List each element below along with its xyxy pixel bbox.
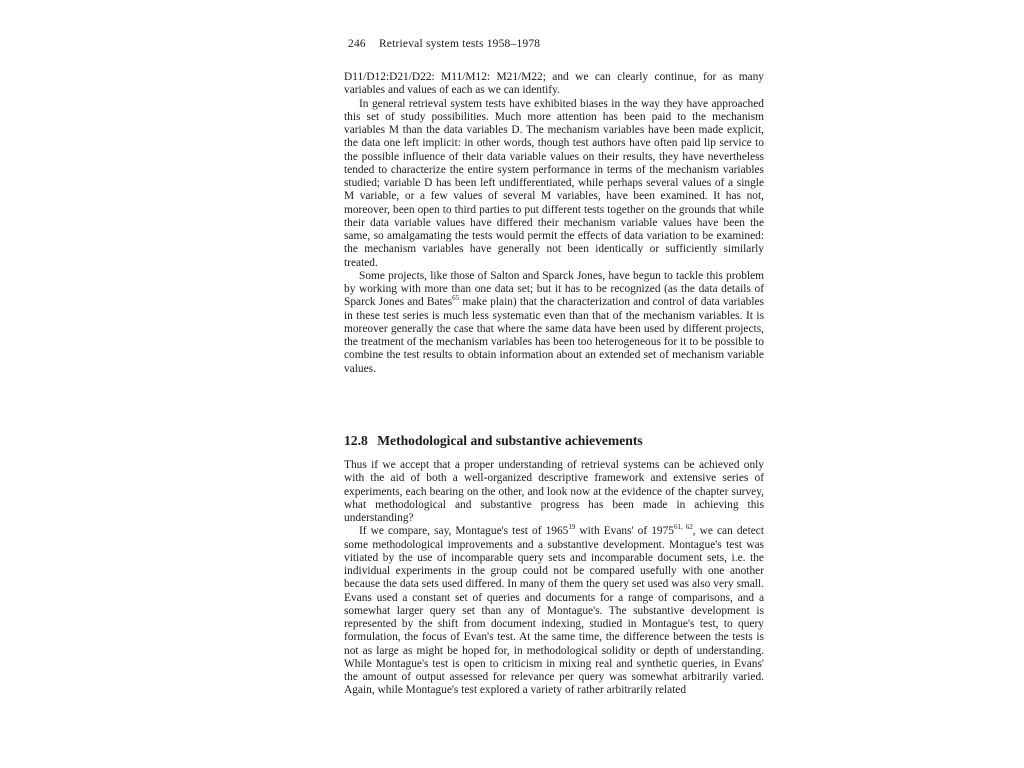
paragraph-text: with Evans' of 1975 xyxy=(575,525,674,538)
citation-superscript: 19 xyxy=(568,523,576,532)
paragraph: In general retrieval system tests have exhibited biases in the way they have approached this set of study possibilities. Much more attention has been paid to the mechanism variables M than the data variables D. The mechanism variables have been made explicit, the data one left implicit: in other words, though test authors have often paid lip service to the possible influence of their data variable values on their results, they have nevertheless tended to characterize the entire system performance in terms of the mechanism variables studied; variable D has been left undifferentiated, while perhaps several values of a single M variable, or a few values of several M variables, have been examined. It has not, moreover, been open to third parties to put different tests together on the grounds that while their data variable values have differed their mechanism variable values have been the same, so amalgamating the tests would permit the effects of data variation to be examined: the mechanism variables have generally not been identically or sufficiently similarly treated. xyxy=(344,97,764,269)
paragraph-text: Some projects, like those of Salton and Sparck Jones, have begun to tackle this problem by working with more than one data set; but it has to be recognized (as the data details of Sparck Jones and Bates xyxy=(344,269,764,309)
lower-text-block xyxy=(344,459,764,698)
section-number: 12.8 xyxy=(344,433,368,448)
running-head-title: Retrieval system tests 1958–1978 xyxy=(378,38,541,50)
section-title: Methodological and substantive achievements xyxy=(377,433,643,448)
paragraph-text: make plain) that the characterization and control of data variables in these test series is much less systematic even than that of the mechanism variables. It is moreover generally the case that where the same data have been used by different projects, the treatment of the mechanism variables has been too heterogeneous for it to be possible to combine the test results to obtain information about an extended set of mechanism variable values. xyxy=(344,296,764,375)
paragraph: Thus if we accept that a proper understanding of retrieval systems can be achieved only with the aid of both a well-organized descriptive framework and extensive series of experiments, each bearing on the other, and look now at the evidence of the chapter survey, what methodological and substantive progress has been made in achieving this understanding? xyxy=(344,459,764,524)
running-head xyxy=(348,38,540,50)
citation-superscript: 61, 62 xyxy=(674,523,693,532)
paragraph-text: , we can detect some methodological improvements and a substantive development. Montague's test was vitiated by the use of incomparable query sets and incomparable document sets, i.e. the individual experiments in the group could not be compared usefully with one another because the data sets used differed. In many of them the query set used was also very small. Evans used a constant set of queries and documents for a range of comparisons, and a somewhat larger query set than any of Montague's. The substantive development is represented by the shift from document indexing, studied in Montague's test, to query formulation, the focus of Evan's test. At the same time, the difference between the tests is not as large as might be hoped for, in methodological solidity or depth of understanding. While Montague's test is open to criticism in mixing real and synthetic queries, in Evans' the amount of output assessed for relevance per query was somewhat arbitrarily varied. Again, while Montague's test explored a variety of rather arbitrarily related xyxy=(344,525,765,697)
page-number: 246 xyxy=(348,38,366,50)
paragraph-text: If we compare, say, Montague's test of 1965 xyxy=(359,525,569,538)
section-heading xyxy=(344,433,643,449)
paragraph xyxy=(344,270,764,376)
paragraph: D11/D12:D21/D22: M11/M12: M21/M22; and we can clearly continue, for as many variables and values of each as we can identify. xyxy=(344,71,764,97)
upper-text-block xyxy=(344,71,764,376)
citation-superscript: 65 xyxy=(452,294,460,303)
paragraph xyxy=(344,525,764,697)
